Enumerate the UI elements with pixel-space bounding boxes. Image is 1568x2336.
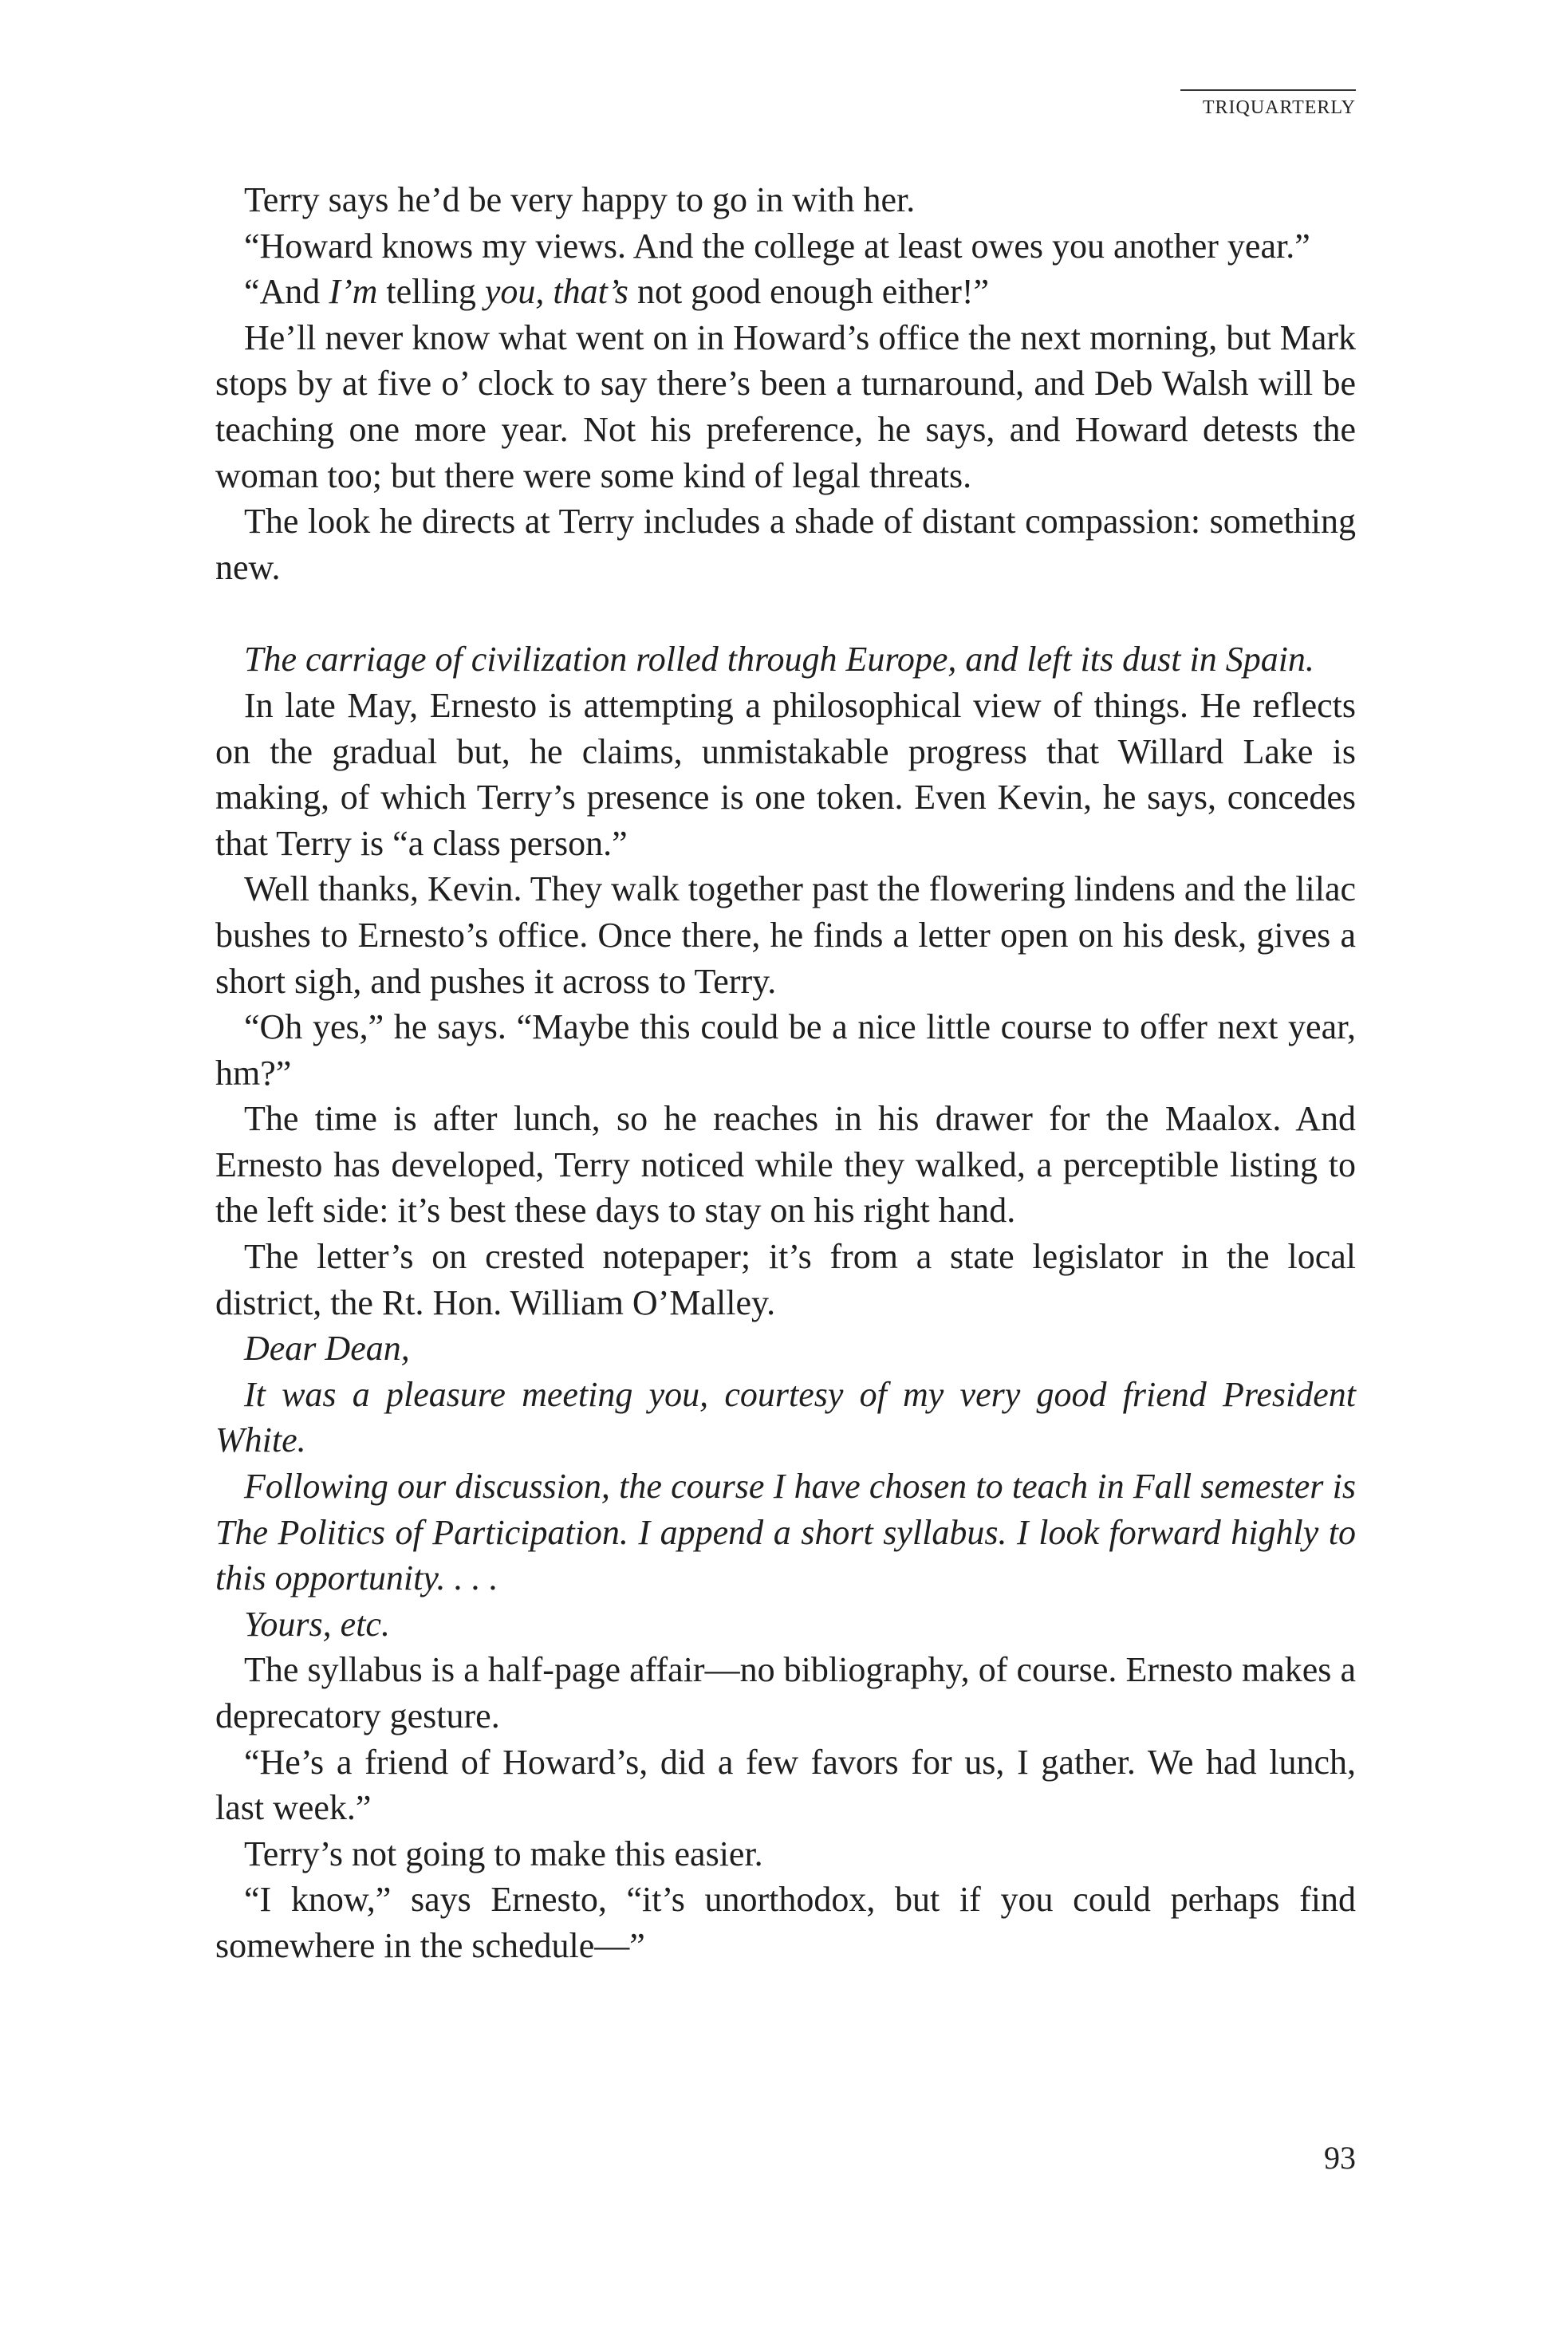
paragraph: He’ll never know what went on in Howard’s office the next morning, but Mark stops by at five o’ clock to say there’s been a turnaround, and Deb Walsh will be teaching one more year. Not his preference, he says, and Howard detests the woman too; but there were some kind of legal threats. xyxy=(215,317,1356,495)
paragraph: The look he directs at Terry includes a shade of distant compassion: something new. xyxy=(215,502,1356,587)
paragraph: “He’s a friend of Howard’s, did a few favors for us, I gather. We had lunch, last week.” xyxy=(215,1742,1356,1828)
paragraph: The syllabus is a half-page affair—no bibliography, of course. Ernesto makes a deprecatory gesture. xyxy=(215,1650,1356,1735)
letter-closing: Yours, etc. xyxy=(244,1604,390,1644)
running-head: TRIQUARTERLY xyxy=(1202,97,1356,118)
epigraph-paragraph: The carriage of civilization rolled through Europe, and left its dust in Spain. xyxy=(244,640,1314,680)
letter-salutation: Dear Dean, xyxy=(244,1329,410,1369)
text-run: “And xyxy=(244,272,329,312)
italic-run: I’m xyxy=(329,272,378,312)
body-text xyxy=(215,177,1356,1969)
paragraph: The letter’s on crested notepaper; it’s from a state legislator in the local district, the Rt. Hon. William O’Malley. xyxy=(215,1237,1356,1322)
text-run: not good enough either!” xyxy=(628,272,990,312)
italic-run: you, that’s xyxy=(484,272,628,312)
text-run: telling xyxy=(377,272,485,312)
paragraph: “I know,” says Ernesto, “it’s unorthodox, but if you could perhaps find somewhere in the schedule—” xyxy=(215,1880,1356,1965)
paragraph: “Howard knows my views. And the college at least owes you another year.” xyxy=(244,226,1310,266)
paragraph: “Oh yes,” he says. “Maybe this could be a nice little course to offer next year, hm?” xyxy=(215,1007,1356,1093)
letter-paragraph: It was a pleasure meeting you, courtesy of my very good friend President White. xyxy=(215,1374,1356,1460)
paragraph: Terry’s not going to make this easier. xyxy=(244,1834,763,1873)
paragraph: The time is after lunch, so he reaches in his drawer for the Maalox. And Ernesto has developed, Terry noticed while they walked, a perceptible listing to the left side: it’s best these days to stay on his right hand. xyxy=(215,1099,1356,1231)
paragraph: Well thanks, Kevin. They walk together past the flowering lindens and the lilac bushes to Ernesto’s office. Once there, he finds a letter open on his desk, gives a short sigh, and pushes it across to Terry. xyxy=(215,869,1356,1001)
paragraph: Terry says he’d be very happy to go in with her. xyxy=(244,180,916,219)
paragraph: In late May, Ernesto is attempting a philosophical view of things. He reflects on the gradual but, he claims, unmistakable progress that Willard Lake is making, of which Terry’s presence is one token. Even Kevin, he says, concedes that Terry is “a class person.” xyxy=(215,685,1356,863)
section-break xyxy=(215,590,1356,636)
page-number: 93 xyxy=(1324,2140,1356,2176)
running-head-rule xyxy=(1180,89,1356,91)
paragraph xyxy=(215,269,1356,315)
letter-paragraph: Following our discussion, the course I have chosen to teach in Fall semester is The Politics of Participation. I append a short syllabus. I look forward highly to this opportunity. . . . xyxy=(215,1467,1356,1598)
